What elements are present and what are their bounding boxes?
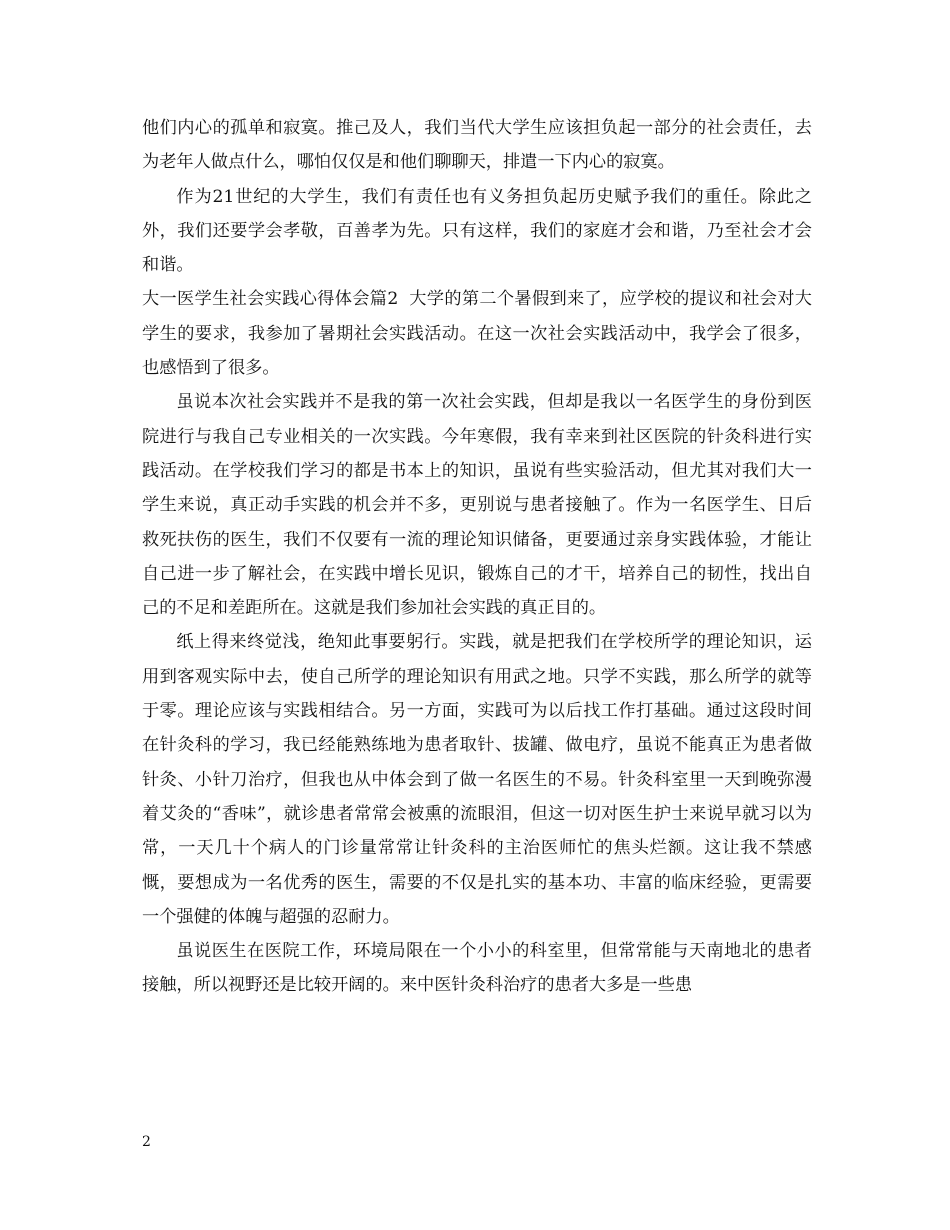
paragraph-6: 虽说医生在医院工作，环境局限在一个小小的科室里，但常常能与天南地北的患者接触，所以视野还是比较开阔的。来中医针灸科治疗的患者大多是一些患 <box>142 941 812 996</box>
paragraph-2: 作为21世纪的大学生，我们有责任也有义务担负起历史赋予我们的重任。除此之外，我们还要学会孝敬，百善孝为先。只有这样，我们的家庭才会和谐，乃至社会才会和谐。 <box>142 186 812 276</box>
paragraph-5: 纸上得来终觉浅，绝知此事要躬行。实践，就是把我们在学校所学的理论知识，运用到客观实际中去，使自己所学的理论知识有用武之地。只学不实践，那么所学的就等于零。理论应该与实践相结合。另一方面，实践可为以后找工作打基础。通过这段时间在针灸科的学习，我已经能熟练地为患者取针、拔罐、做电疗，虽说不能真正为患者做针灸、小针刀治疗，但我也从中体会到了做一名医生的不易。针灸科室里一天到晚弥漫着艾灸的“香味”，就诊患者常常会被熏的流眼泪，但这一切对医生护士来说早就习以为常，一天几十个病人的门诊量常常让针灸科的主治医师忙的焦头烂额。这让我不禁感慨，要想成为一名优秀的医生，需要的不仅是扎实的基本功、丰富的临床经验，更需要一个强健的体魄与超强的忍耐力。 <box>142 632 812 927</box>
page-number: 2 <box>142 1134 151 1150</box>
paragraph-1: 他们内心的孤单和寂寞。推己及人，我们当代大学生应该担负起一部分的社会责任，去为老年人做点什么，哪怕仅仅是和他们聊聊天，排遣一下内心的寂寞。 <box>142 118 812 173</box>
paragraph-3-heading: 大一医学生社会实践心得体会篇2 大学的第二个暑假到来了，应学校的提议和社会对大学生的要求，我参加了暑期社会实践活动。在这一次社会实践活动中，我学会了很多，也感悟到了很多。 <box>142 289 812 379</box>
document-body <box>142 111 812 1003</box>
paragraph-4: 虽说本次社会实践并不是我的第一次社会实践，但却是我以一名医学生的身份到医院进行与我自己专业相关的一次实践。今年寒假，我有幸来到社区医院的针灸科进行实践活动。在学校我们学习的都是书本上的知识，虽说有些实验活动，但尤其对我们大一学生来说，真正动手实践的机会并不多，更别说与患者接触了。作为一名医学生、日后救死扶伤的医生，我们不仅要有一流的理论知识储备，更要通过亲身实践体验，才能让自己进一步了解社会，在实践中增长见识，锻炼自己的才干，培养自己的韧性，找出自己的不足和差距所在。这就是我们参加社会实践的真正目的。 <box>142 392 812 619</box>
